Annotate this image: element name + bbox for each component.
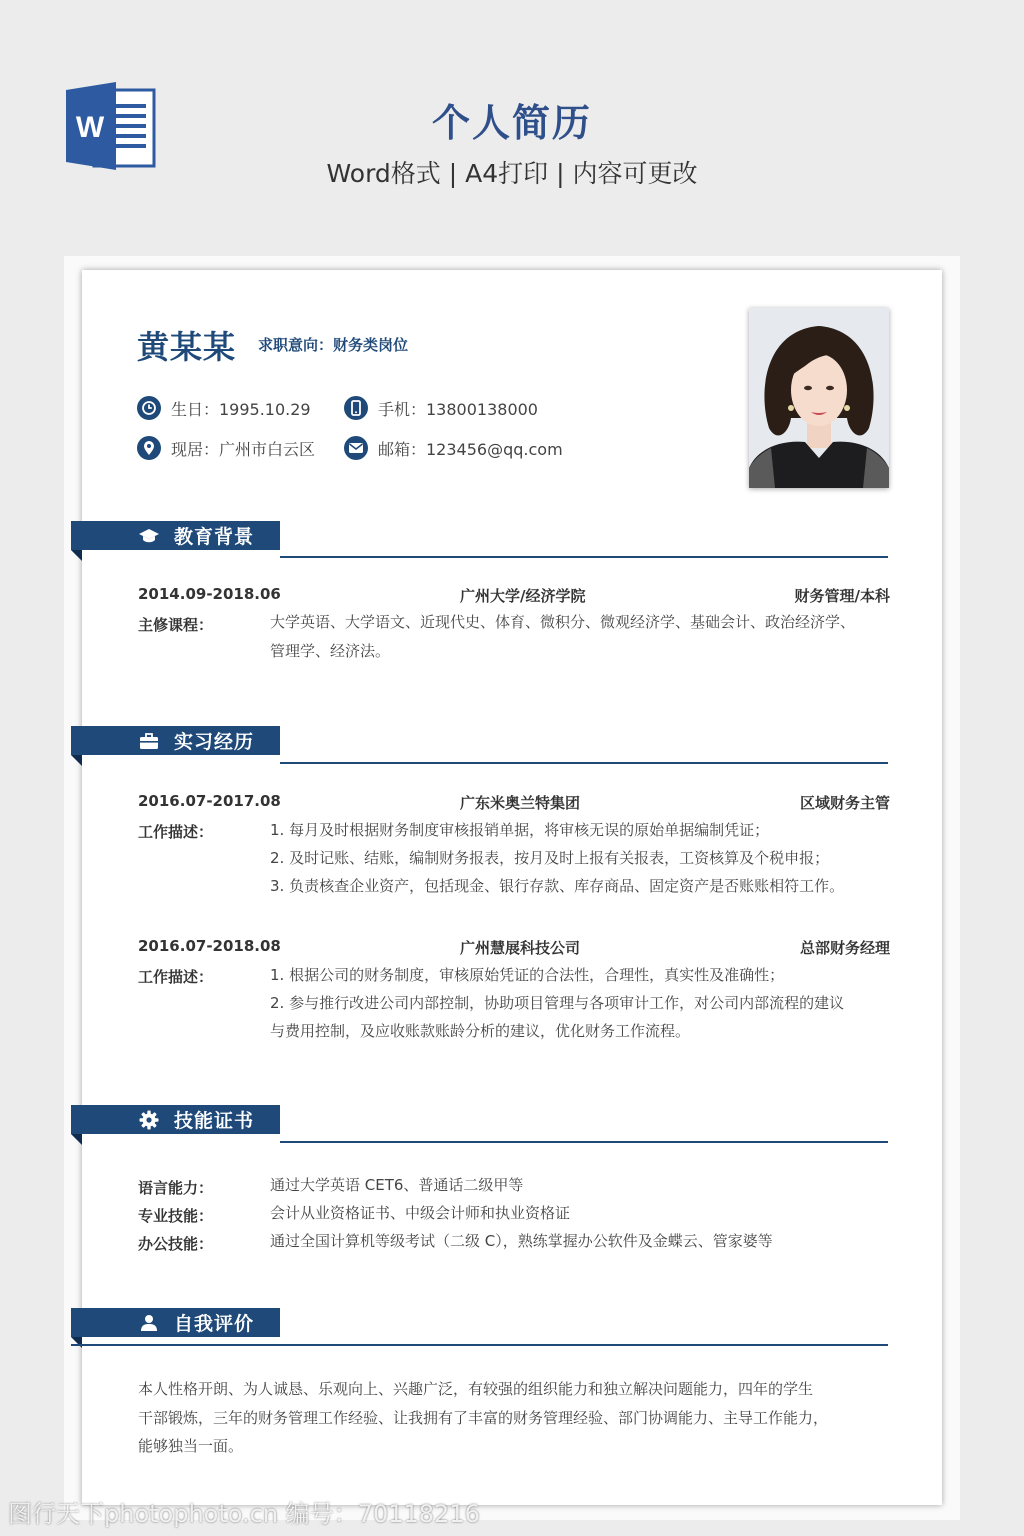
phone-info <box>344 396 538 420</box>
briefcase-icon <box>138 730 160 752</box>
skill-label: 办公技能： <box>138 1235 214 1253</box>
job-intent: 求职意向：财务类岗位 <box>258 336 409 354</box>
clock-icon <box>137 396 161 420</box>
self-eval-line: 干部锻炼，三年的财务管理工作经验、让我拥有了丰富的财务管理经验、部门协调能力、主导工作能力， <box>138 1409 829 1427</box>
job-desc-line: 与费用控制，及应收账款账龄分析的建议，优化财务工作流程。 <box>270 1022 691 1040</box>
self-eval-line: 本人性格开朗、为人诚恳、乐观向上、兴趣广泛，有较强的组织能力和独立解决问题能力，四年的学生 <box>138 1380 814 1398</box>
skill-value: 通过大学英语 CET6、普通话二级甲等 <box>270 1176 524 1194</box>
email-text: 邮箱：123456@qq.com <box>378 439 563 459</box>
section-title: 技能证书 <box>174 1110 255 1132</box>
person-icon <box>138 1312 160 1334</box>
job-role: 总部财务经理 <box>799 939 890 957</box>
candidate-name: 黄某某 <box>137 328 237 366</box>
svg-text:W: W <box>75 111 105 144</box>
courses-line-1: 大学英语、大学语文、近现代史、体育、微积分、微观经济学、基础会计、政治经济学、 <box>270 613 856 631</box>
section-title: 实习经历 <box>174 731 255 753</box>
section-header-education <box>71 521 280 550</box>
section-title: 自我评价 <box>174 1313 255 1335</box>
job-desc-line: 2. 参与推行改进公司内部控制，协助项目管理与各项审计工作，对公司内部流程的建议 <box>270 994 845 1012</box>
job-desc-line: 1. 每月及时根据财务制度审核报销单据，将审核无误的原始单据编制凭证； <box>270 821 770 839</box>
job-role: 区域财务主管 <box>799 794 890 812</box>
section-divider <box>280 1141 888 1143</box>
graduation-cap-icon <box>138 525 160 547</box>
phone-text: 手机：13800138000 <box>378 399 538 419</box>
education-date: 2014.09-2018.06 <box>138 585 281 603</box>
skill-label: 语言能力： <box>138 1179 214 1197</box>
skill-value: 会计从业资格证书、中级会计师和执业资格证 <box>270 1204 571 1222</box>
education-school: 广州大学/经济学院 <box>460 587 586 605</box>
job-desc-line: 2. 及时记账、结账，编制财务报表，按月及时上报有关报表，工资核算及个税申报； <box>270 849 830 867</box>
courses-line-2: 管理学、经济法。 <box>270 642 391 660</box>
job-company: 广州慧展科技公司 <box>460 939 581 957</box>
job-date: 2016.07-2018.08 <box>138 937 281 955</box>
courses-label: 主修课程： <box>138 616 214 634</box>
job-desc-line: 3. 负责核查企业资产，包括现金、银行存款、库存商品、固定资产是否账账相符工作。 <box>270 877 845 895</box>
job-company: 广东米奥兰特集团 <box>460 794 581 812</box>
location-icon <box>137 436 161 460</box>
skill-value: 通过全国计算机等级考试（二级 C），熟练掌握办公软件及金蝶云、管家婆等 <box>270 1232 773 1250</box>
section-header-skills <box>71 1105 280 1134</box>
profile-photo <box>749 308 889 488</box>
skill-label: 专业技能： <box>138 1207 214 1225</box>
phone-icon <box>344 396 368 420</box>
residence-text: 现居：广州市白云区 <box>171 439 316 459</box>
section-divider <box>280 762 888 764</box>
section-divider <box>280 556 888 558</box>
self-eval-line: 能够独当一面。 <box>138 1437 244 1455</box>
email-info <box>344 436 563 460</box>
birth-text: 生日：1995.10.29 <box>171 399 311 419</box>
page-title: 个人简历 <box>431 101 592 145</box>
job-date: 2016.07-2017.08 <box>138 792 281 810</box>
job-desc-label: 工作描述： <box>138 968 214 986</box>
watermark: 图行天下photophoto.cn 编号：70118216 <box>8 1500 480 1528</box>
job-desc-label: 工作描述： <box>138 823 214 841</box>
section-header-internship <box>71 726 280 755</box>
education-major: 财务管理/本科 <box>794 587 890 605</box>
birth-info <box>137 396 311 420</box>
section-divider <box>71 1344 888 1346</box>
page-subtitle: Word格式 | A4打印 | 内容可更改 <box>326 159 698 188</box>
mail-icon <box>344 436 368 460</box>
job-desc-line: 1. 根据公司的财务制度，审核原始凭证的合法性，合理性，真实性及准确性； <box>270 966 785 984</box>
section-header-self-eval <box>71 1308 280 1337</box>
gear-icon <box>138 1109 160 1131</box>
residence-info <box>137 436 315 460</box>
section-title: 教育背景 <box>174 526 255 548</box>
